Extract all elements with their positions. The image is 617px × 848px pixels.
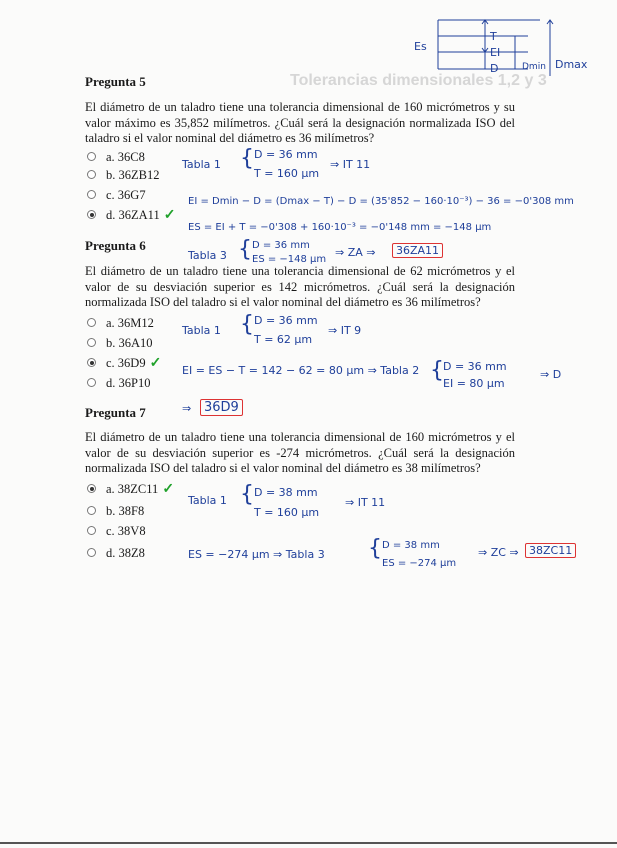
diagram-t-label: T bbox=[490, 30, 497, 43]
question-5-title: Pregunta 5 bbox=[85, 74, 146, 89]
option-label: c. 38V8 bbox=[106, 524, 146, 538]
q6-work-ei-line: EI = ES − T = 142 − 62 = 80 µm ⇒ Tabla 2 bbox=[182, 364, 420, 377]
bleed-through-title: Tolerancias dimensionales 1,2 y 3 bbox=[290, 72, 547, 89]
brace-icon: { bbox=[240, 146, 254, 171]
radio-button[interactable] bbox=[87, 526, 96, 535]
q6-work-d: D = 36 mm bbox=[254, 314, 318, 327]
diagram-es-label: Es bbox=[414, 40, 427, 53]
q7-work-it: ⇒ IT 11 bbox=[345, 496, 386, 509]
radio-button[interactable] bbox=[87, 548, 96, 557]
question-7-title: Pregunta 7 bbox=[85, 405, 146, 420]
correct-check-icon: ✓ bbox=[149, 356, 162, 371]
brace-icon: { bbox=[430, 358, 444, 383]
question-5-option-b[interactable] bbox=[87, 166, 159, 184]
brace-icon: { bbox=[368, 536, 382, 561]
question-5-option-d[interactable] bbox=[87, 206, 175, 224]
q7-answer-box: 38ZC11 bbox=[525, 543, 576, 558]
radio-button[interactable] bbox=[87, 378, 96, 387]
question-5-text: El diámetro de un taladro tiene una tolerancia dimensional de 160 micrómetros y su valor máximo es 35,852 milímetros. ¿Cuál será la designación normalizada ISO del taladro si el valor nominal del diámetro es 36 milímetros? bbox=[85, 100, 515, 145]
option-label: a. 38ZC11 bbox=[106, 482, 159, 496]
question-6-option-d[interactable] bbox=[87, 374, 150, 392]
question-7-option-b[interactable] bbox=[87, 502, 144, 520]
radio-button[interactable] bbox=[87, 338, 96, 347]
q5-work-t: T = 160 µm bbox=[254, 167, 320, 180]
q5-work-ei-line: EI = Dmin − D = (Dmax − T) − D = (35'852 − 160·10⁻³) − 36 = −0'308 mm bbox=[188, 196, 574, 207]
q5-work-table1: Tabla 1 bbox=[182, 158, 221, 171]
option-label: d. 38Z8 bbox=[106, 546, 145, 560]
brace-icon: { bbox=[240, 312, 254, 337]
diagram-d-label: D bbox=[490, 62, 499, 75]
q5-work-d: D = 36 mm bbox=[254, 148, 318, 161]
question-6-text: El diámetro de un taladro tiene una tolerancia dimensional de 62 micrómetros y el valor de su desviación superior es 142 micrómetros. ¿Cuál será la designación normalizada ISO del taladro si el valor nominal del diámetro es 36 milímetros? bbox=[85, 264, 515, 309]
q5-work-table3: Tabla 3 bbox=[188, 249, 227, 262]
q5-work-es-line: ES = EI + T = −0'308 + 160·10⁻³ = −0'148 mm = −148 µm bbox=[188, 222, 492, 233]
radio-button-selected[interactable] bbox=[87, 358, 96, 367]
q5-work-it: ⇒ IT 11 bbox=[330, 158, 371, 171]
question-6-option-c[interactable] bbox=[87, 354, 161, 372]
question-7-text: El diámetro de un taladro tiene una tolerancia dimensional de 160 micrómetros y el valor de su desviación superior es -274 micrómetros. ¿Cuál será la designación normalizada ISO del taladro si el valor nominal del diámetro es 38 milímetros? bbox=[85, 430, 515, 475]
diagram-dmax-label: Dmax bbox=[555, 58, 588, 71]
q6-work-it: ⇒ IT 9 bbox=[328, 324, 362, 337]
q7-work-table1: Tabla 1 bbox=[188, 494, 227, 507]
diagram-ei-label: EI bbox=[490, 46, 501, 59]
q6-answer-box: 36D9 bbox=[200, 399, 243, 416]
q5-answer-box: 36ZA11 bbox=[392, 243, 443, 258]
q6-arrow-icon: ⇒ bbox=[182, 402, 192, 415]
q7-work-es-line: ES = −274 µm ⇒ Tabla 3 bbox=[188, 548, 325, 561]
brace-icon: { bbox=[238, 237, 252, 262]
question-6-title: Pregunta 6 bbox=[85, 238, 146, 253]
question-5-option-a[interactable] bbox=[87, 148, 145, 166]
option-label: a. 36C8 bbox=[106, 150, 145, 164]
q7-work-d2: D = 38 mm bbox=[382, 540, 440, 551]
option-label: b. 36A10 bbox=[106, 336, 153, 350]
radio-button[interactable] bbox=[87, 506, 96, 515]
q6-work-dres: ⇒ D bbox=[540, 368, 562, 381]
q5-work-d2: D = 36 mm bbox=[252, 240, 310, 251]
q5-work-es2: ES = −148 µm bbox=[252, 254, 327, 265]
radio-button[interactable] bbox=[87, 190, 96, 199]
q7-work-t: T = 160 µm bbox=[254, 506, 320, 519]
question-5-option-c[interactable] bbox=[87, 186, 146, 204]
q6-work-t: T = 62 µm bbox=[254, 333, 313, 346]
radio-button[interactable] bbox=[87, 152, 96, 161]
radio-button[interactable] bbox=[87, 318, 96, 327]
q7-work-es2: ES = −274 µm bbox=[382, 558, 457, 569]
question-7-option-a[interactable] bbox=[87, 480, 174, 498]
q7-work-zc: ⇒ ZC ⇒ bbox=[478, 546, 519, 559]
q6-work-table1: Tabla 1 bbox=[182, 324, 221, 337]
diagram-dmin-label: Dmin bbox=[522, 62, 546, 72]
question-6-option-b[interactable] bbox=[87, 334, 153, 352]
option-label: a. 36M12 bbox=[106, 316, 154, 330]
option-label: d. 36P10 bbox=[106, 376, 151, 390]
option-label: b. 38F8 bbox=[106, 504, 145, 518]
radio-button-selected[interactable] bbox=[87, 210, 96, 219]
brace-icon: { bbox=[240, 482, 254, 507]
q6-work-d2: D = 36 mm bbox=[443, 360, 507, 373]
q6-work-ei2: EI = 80 µm bbox=[443, 377, 505, 390]
radio-button-selected[interactable] bbox=[87, 484, 96, 493]
option-label: d. 36ZA11 bbox=[106, 208, 160, 222]
radio-button[interactable] bbox=[87, 170, 96, 179]
option-label: b. 36ZB12 bbox=[106, 168, 160, 182]
correct-check-icon: ✓ bbox=[163, 208, 176, 223]
question-7-option-c[interactable] bbox=[87, 522, 146, 540]
correct-check-icon: ✓ bbox=[162, 482, 175, 497]
scan-edge-line bbox=[0, 842, 617, 844]
q5-work-za: ⇒ ZA ⇒ bbox=[335, 246, 376, 259]
question-7-option-d[interactable] bbox=[87, 544, 145, 562]
option-label: c. 36D9 bbox=[106, 356, 146, 370]
q7-work-d: D = 38 mm bbox=[254, 486, 318, 499]
option-label: c. 36G7 bbox=[106, 188, 146, 202]
question-6-option-a[interactable] bbox=[87, 314, 154, 332]
